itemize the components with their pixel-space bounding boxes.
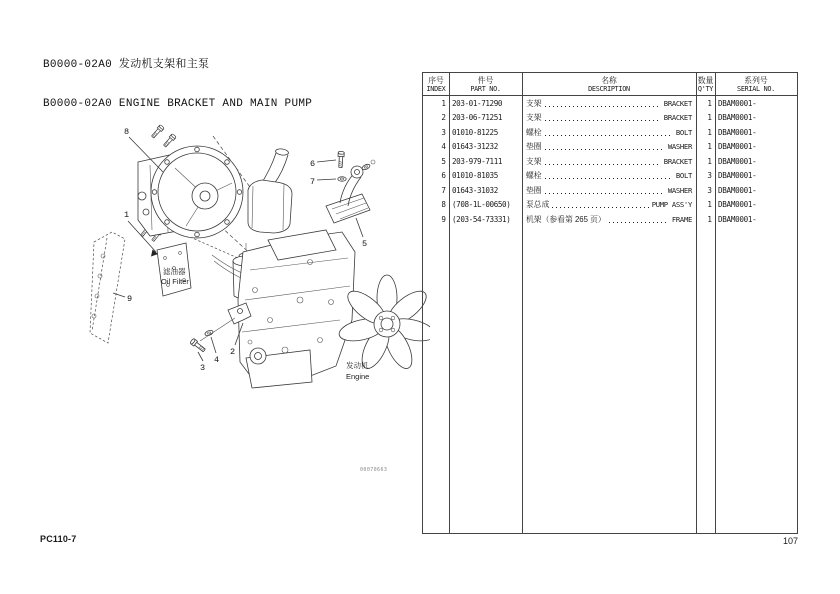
muffler-drawing xyxy=(248,148,292,233)
exploded-view-diagram xyxy=(60,90,430,495)
table-row xyxy=(423,125,797,140)
description-en: BRACKET xyxy=(663,98,692,108)
cell-serial: DBAM0001- xyxy=(718,214,757,224)
cell-index: 9 xyxy=(441,214,446,224)
parts-diagram-svg xyxy=(60,90,430,495)
cell-qty: 1 xyxy=(707,156,712,166)
cell-qty: 1 xyxy=(707,113,712,123)
description-en: PUMP ASS'Y xyxy=(651,200,692,210)
cell-description xyxy=(522,199,696,210)
cell-serial: DBAM0001- xyxy=(718,185,757,195)
leader-dots xyxy=(545,193,665,194)
cell-part-no: 01010-81035 xyxy=(452,171,498,181)
description-en: WASHER xyxy=(667,142,692,152)
cell-part-no: (708-1L-00650) xyxy=(452,200,511,210)
table-row xyxy=(423,212,797,227)
description-en: WASHER xyxy=(667,185,692,195)
header-qty-cn: 数量 xyxy=(697,75,714,85)
callout-5: 5 xyxy=(362,239,368,249)
cell-qty: 3 xyxy=(707,171,712,181)
cell-serial: DBAM0001- xyxy=(718,113,757,123)
cell-qty: 1 xyxy=(707,142,712,152)
engine-label-en: Engine xyxy=(346,372,370,381)
table-row xyxy=(423,111,797,126)
cell-description xyxy=(522,112,696,123)
cell-qty: 3 xyxy=(707,185,712,195)
cell-description xyxy=(522,141,696,152)
page-title-cn: B0000-02A0 发动机支架和主泵 xyxy=(43,59,210,71)
description-en: BOLT xyxy=(675,127,692,137)
cell-part-no: (203-54-73331) xyxy=(452,214,511,224)
table-row xyxy=(423,154,797,169)
header-index-cn: 序号 xyxy=(428,75,444,85)
header-serial xyxy=(715,73,797,95)
cell-index: 4 xyxy=(441,142,446,152)
callout-3: 3 xyxy=(200,363,206,373)
table-row xyxy=(423,96,797,111)
cell-index: 3 xyxy=(441,127,446,137)
header-part-no xyxy=(449,73,522,95)
cell-qty: 1 xyxy=(707,98,712,108)
cell-serial: DBAM0001- xyxy=(718,171,757,181)
cell-qty: 1 xyxy=(707,200,712,210)
cell-description xyxy=(522,98,696,109)
header-index xyxy=(423,73,449,95)
cell-serial: DBAM0001- xyxy=(718,98,757,108)
header-serial-en: SERIAL NO. xyxy=(737,85,775,93)
leader-dots xyxy=(552,207,648,208)
leader-dots xyxy=(545,164,661,165)
table-row xyxy=(423,183,797,198)
drawing-number: 00070663 xyxy=(360,467,388,473)
description-cn: 支架 xyxy=(526,113,542,123)
page-title-en: B0000-02A0 ENGINE BRACKET AND MAIN PUMP xyxy=(43,98,313,110)
engine-drawing xyxy=(238,230,355,388)
description-cn: 支架 xyxy=(526,156,542,166)
cell-index: 6 xyxy=(441,171,446,181)
cell-description xyxy=(522,127,696,138)
cell-part-no: 01643-31232 xyxy=(452,142,498,152)
callout-6: 6 xyxy=(310,159,316,169)
header-part-no-en: PART NO. xyxy=(470,85,501,93)
oil-filter-label-en: Oil Filter xyxy=(161,277,189,286)
cell-index: 8 xyxy=(441,200,446,210)
leader-dots xyxy=(545,135,673,136)
cell-index: 2 xyxy=(441,113,446,123)
description-cn: 支架 xyxy=(526,98,542,108)
cell-description xyxy=(522,214,696,225)
cell-serial: DBAM0001- xyxy=(718,200,757,210)
cell-part-no: 203-979-7111 xyxy=(452,156,503,166)
page-number: 107 xyxy=(782,536,798,546)
cell-description xyxy=(522,185,696,196)
description-cn: 螺栓 xyxy=(526,127,542,137)
description-cn: 垫圈 xyxy=(526,142,542,152)
callout-8: 8 xyxy=(124,127,130,137)
engine-label-cn: 发动机 xyxy=(346,361,369,370)
cell-part-no: 203-06-71251 xyxy=(452,113,503,123)
oil-filter-label-cn: 滤油器 xyxy=(163,267,186,276)
header-description xyxy=(522,73,696,95)
table-row xyxy=(423,140,797,155)
model-code: PC110-7 xyxy=(40,534,77,544)
cell-qty: 1 xyxy=(707,127,712,137)
cell-description xyxy=(522,156,696,167)
engine-mount-bracket-drawing xyxy=(326,151,375,223)
header-description-cn: 名称 xyxy=(601,75,617,85)
cell-description xyxy=(522,170,696,181)
parts-table-header xyxy=(423,73,797,96)
description-en: BRACKET xyxy=(663,113,692,123)
cell-index: 1 xyxy=(441,98,446,108)
cell-part-no: 01010-81225 xyxy=(452,127,498,137)
parts-table xyxy=(422,72,798,534)
header-serial-cn: 系列号 xyxy=(744,75,768,85)
callout-7: 7 xyxy=(310,177,316,187)
callout-1: 1 xyxy=(124,210,130,220)
cell-serial: DBAM0001- xyxy=(718,142,757,152)
parts-table-body xyxy=(423,96,797,227)
description-cn: 机架（参看第 265 页） xyxy=(526,214,606,224)
cell-qty: 1 xyxy=(707,214,712,224)
leader-dots xyxy=(545,178,673,179)
leader-dots xyxy=(609,222,669,223)
description-en: BRACKET xyxy=(663,156,692,166)
callout-9: 9 xyxy=(127,294,133,304)
callout-2: 2 xyxy=(230,347,236,357)
header-qty-en: Q'TY xyxy=(697,85,714,93)
leader-dots xyxy=(545,106,661,107)
frame-bracket-drawing xyxy=(90,232,125,343)
cell-index: 7 xyxy=(441,185,446,195)
table-row xyxy=(423,169,797,184)
description-cn: 垫圈 xyxy=(526,185,542,195)
description-cn: 泵总成 xyxy=(526,200,550,210)
description-en: BOLT xyxy=(675,171,692,181)
cell-serial: DBAM0001- xyxy=(718,127,757,137)
description-en: FRAME xyxy=(671,214,692,224)
cell-serial: DBAM0001- xyxy=(718,156,757,166)
header-qty xyxy=(696,73,715,95)
leader-dots xyxy=(545,149,665,150)
pump-assembly-drawing xyxy=(138,124,243,238)
header-part-no-cn: 件号 xyxy=(477,75,494,85)
callout-4: 4 xyxy=(214,355,220,365)
cell-index: 5 xyxy=(441,156,446,166)
header-description-en: DESCRIPTION xyxy=(588,85,630,93)
header-index-en: INDEX xyxy=(426,85,446,93)
table-row xyxy=(423,198,797,213)
leader-dots xyxy=(545,120,661,121)
description-cn: 螺栓 xyxy=(526,171,542,181)
cell-part-no: 01643-31032 xyxy=(452,185,498,195)
cell-part-no: 203-01-71290 xyxy=(452,98,503,108)
